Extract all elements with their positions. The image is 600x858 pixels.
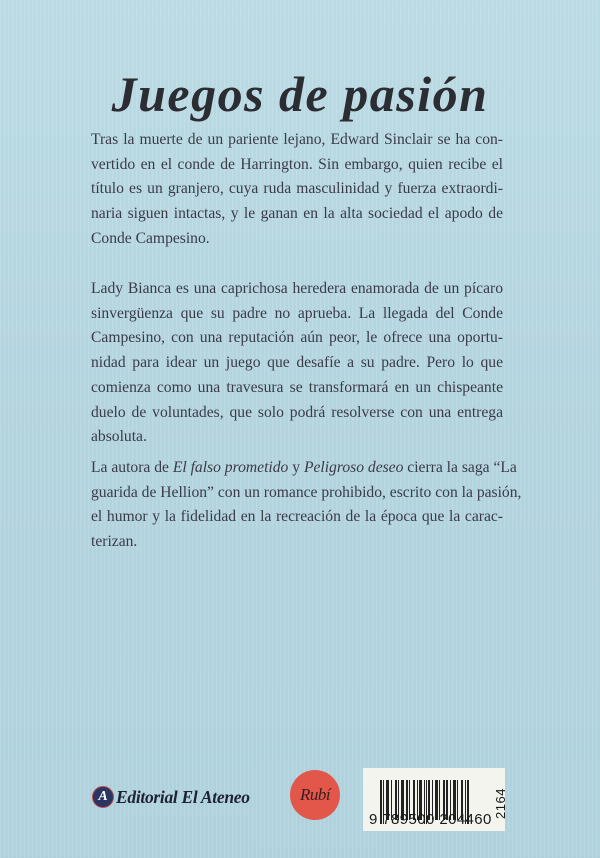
isbn-barcode xyxy=(363,768,508,831)
text-line: terizan. xyxy=(91,533,138,551)
text-line xyxy=(91,456,517,481)
publisher-name: Editorial El Ateneo xyxy=(116,786,250,807)
text-run: y xyxy=(288,459,304,476)
text-run: cierra la saga “La xyxy=(403,459,517,476)
text-line: sinvergüenza que su padre no aprueba. La llegada del Conde xyxy=(91,304,503,322)
isbn-digits: 9 789500 204460 xyxy=(369,811,492,828)
text-line: Tras la muerte de un pariente lejano, Edward Sinclair se ha con- xyxy=(91,131,503,148)
text-line: Lady Bianca es una caprichosa heredera enamorada de un pícaro xyxy=(91,280,503,297)
synopsis-paragraph-2 xyxy=(91,277,503,450)
author-paragraph xyxy=(91,456,522,555)
text-line: duelo de voluntades, que solo podrá resolverse con una entrega xyxy=(91,403,503,421)
text-line: título es un granjero, cuya ruda masculinidad y fuerza extraordi- xyxy=(91,180,503,198)
text-line: naria siguen intactas, y le ganan en la alta sociedad el apodo de xyxy=(91,205,503,223)
el-ateneo-logo-icon: A xyxy=(92,786,114,808)
text-line: absoluta. xyxy=(91,428,147,446)
text-line: guarida de Hellion” con un romance prohibido, escrito con la pasión, xyxy=(91,483,522,501)
text-line: Campesino, con una reputación aún peor, le ofrece una oportu- xyxy=(91,329,503,347)
synopsis-paragraph-1 xyxy=(91,128,503,252)
publisher-logo-block xyxy=(92,783,250,811)
book-title-reference: El falso prometido xyxy=(172,459,289,476)
imprint-badge xyxy=(290,770,340,820)
book-title: Juegos de pasión xyxy=(111,65,489,122)
text-line: el humor y la fidelidad en la recreación de la época que la carac- xyxy=(91,508,503,526)
text-line: Conde Campesino. xyxy=(91,229,210,247)
text-run: La autora de xyxy=(91,459,173,476)
product-code: 2164 xyxy=(492,788,508,819)
text-line: vertido en el conde de Harrington. Sin embargo, quien recibe el xyxy=(91,155,503,173)
imprint-label: Rubí xyxy=(299,785,331,804)
text-line: nidad para idear un juego que desafíe a su padre. Pero lo que xyxy=(91,354,503,372)
text-line: comienza como una travesura se transformará en un chispeante xyxy=(91,378,503,396)
book-title-reference: Peligroso deseo xyxy=(303,459,404,476)
